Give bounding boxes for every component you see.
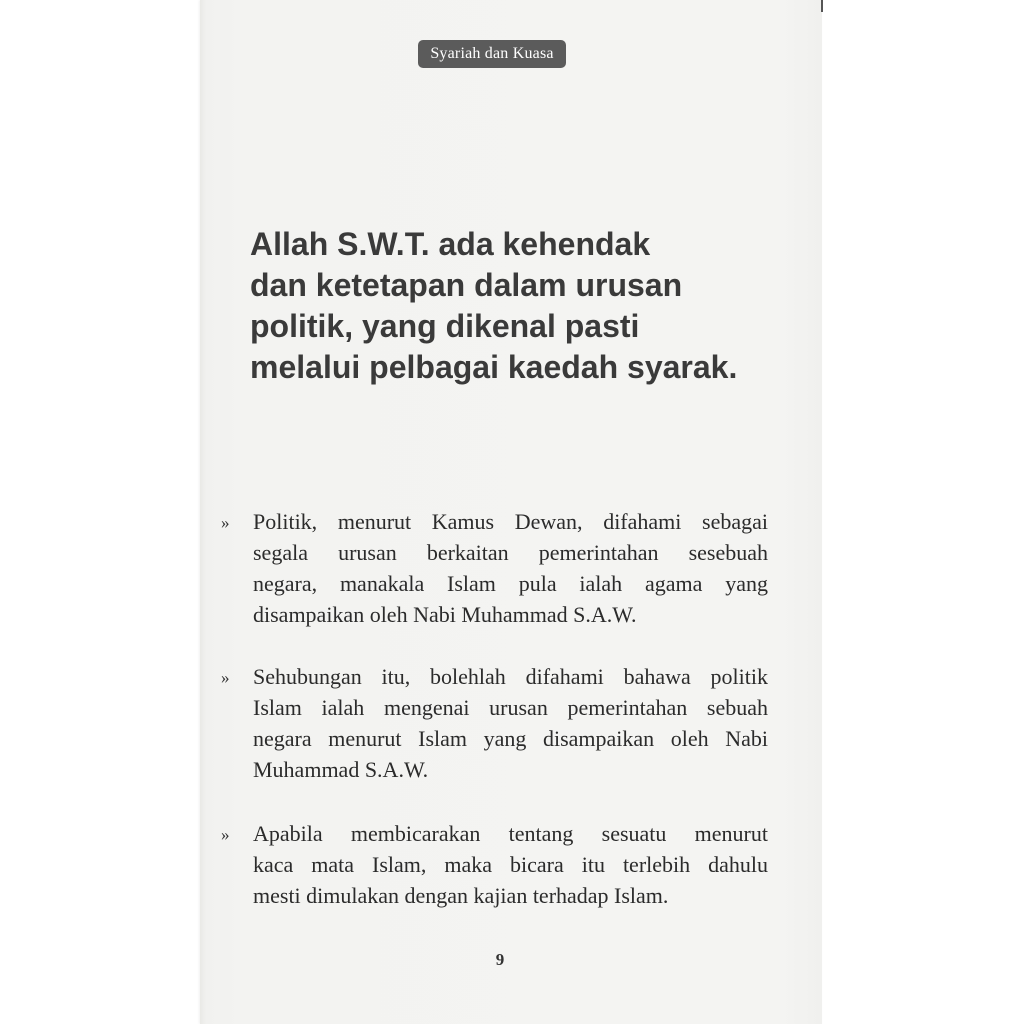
heading-line: Allah S.W.T. ada kehendak: [250, 226, 651, 262]
paragraph-line: Sehubungan itu, bolehlah difahami bahawa politik: [253, 664, 768, 689]
paragraph-line: negara, manakala Islam pula ialah agama yang: [253, 571, 768, 596]
running-header-tag: Syariah dan Kuasa: [418, 40, 566, 68]
paragraph-line: mesti dimulakan dengan kajian terhadap Islam.: [253, 883, 669, 908]
bullet-point-politik: [221, 506, 768, 630]
paragraph-line: disampaikan oleh Nabi Muhammad S.A.W.: [253, 602, 637, 627]
bullet-marker-icon: »: [221, 668, 230, 687]
bullet-marker-icon: »: [221, 825, 230, 844]
paragraph-line: Politik, menurut Kamus Dewan, difahami sebagai: [253, 509, 768, 534]
page-edge-mark: [821, 0, 823, 12]
paragraph-line: negara menurut Islam yang disampaikan oleh Nabi: [253, 726, 768, 751]
paragraph-line: Apabila membicarakan tentang sesuatu menurut: [253, 821, 768, 846]
paragraph-line: segala urusan berkaitan pemerintahan sesebuah: [253, 540, 768, 565]
page-number: 9: [495, 950, 505, 969]
paragraph-line: Muhammad S.A.W.: [253, 757, 429, 782]
pull-quote-heading: [250, 224, 790, 388]
paragraph-line: kaca mata Islam, maka bicara itu terlebih dahulu: [253, 852, 768, 877]
paragraph-line: Islam ialah mengenai urusan pemerintahan sebuah: [253, 695, 768, 720]
heading-line: dan ketetapan dalam urusan: [250, 267, 683, 303]
bullet-point-sehubungan: [221, 661, 768, 785]
bullet-marker-icon: »: [221, 513, 230, 532]
heading-line: politik, yang dikenal pasti: [250, 308, 640, 344]
heading-line: melalui pelbagai kaedah syarak.: [250, 349, 738, 385]
bullet-point-apabila: [221, 818, 768, 911]
